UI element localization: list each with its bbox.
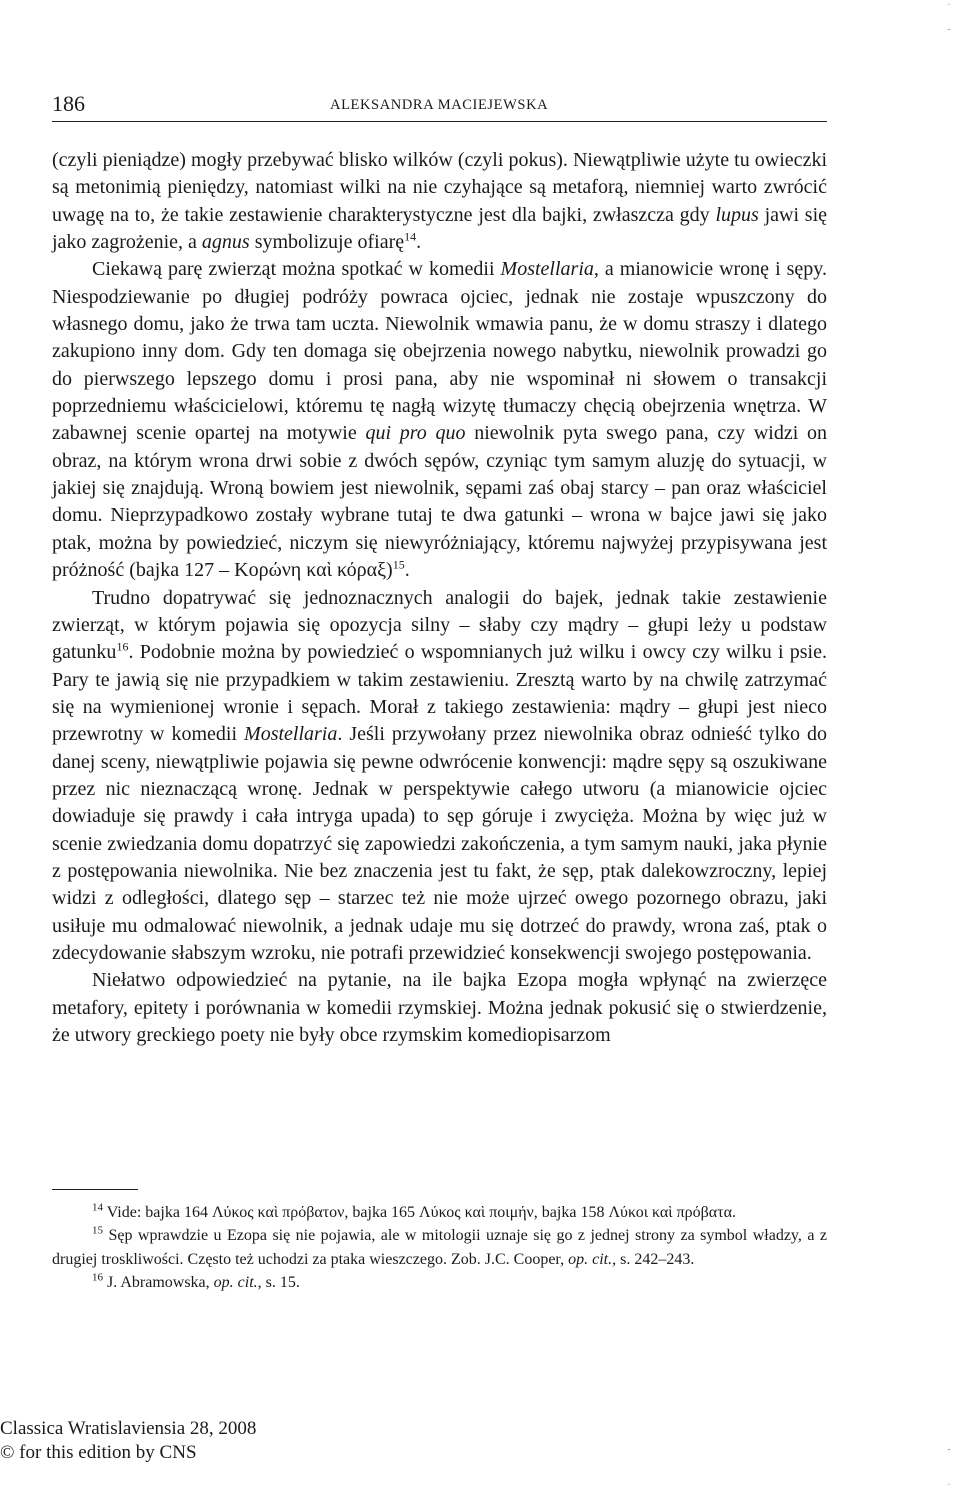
running-head: ALEKSANDRA MACIEJEWSKA: [330, 97, 549, 113]
copyright-line: © for this edition by CNS: [0, 1442, 197, 1463]
footnote-ref-14[interactable]: 14: [404, 229, 417, 244]
footnote-divider: [52, 1189, 138, 1190]
footnotes: [52, 1201, 827, 1294]
footnote-number: 14: [92, 1201, 103, 1214]
footnote-15: $^{15}$ Sęp wprawdzie u Ezopa się nie pojawia, ale w mitologii uznaje się go z jednej strony za symbol władzy, a z drugiej troskliwości. Często też uchodzi za ptaka wieszczego. Zob. J.C. Cooper, op. cit., s. 242–243.: [52, 1224, 827, 1268]
crop-marks-top: · -: [947, 0, 951, 35]
italic-term: agnus: [201, 231, 250, 254]
footnote-number: 15: [92, 1224, 103, 1237]
footnote-ref-15[interactable]: 15: [392, 557, 405, 572]
paragraph-4: Niełatwo odpowiedzieć na pytanie, na ile bajka Ezopa mogła wpłynąć na zwierzęce metafory, epitety i porównania w komedii rzymskiej. Można jednak pokusić się o stwierdzenie, że utwory greckiego poety nie były obce rzymskim komediopisarzom: [52, 969, 827, 1046]
italic-abbrev: op. cit.: [213, 1273, 258, 1291]
italic-abbrev: op. cit.: [568, 1250, 613, 1268]
greek-title: Λύκοι καὶ πρόβατα: [608, 1204, 732, 1221]
italic-title: Mostellaria: [244, 723, 338, 746]
colophon: [0, 1417, 256, 1465]
paragraph-2: Ciekawą parę zwierząt można spotkać w komedii Mostellaria, a mianowicie wronę i sępy. Niespodziewanie po długiej podróży powraca ojciec, jednak nie zostaje wpuszczony do własnego domu, jako że trwa tam uczta. Niewolnik wmawia panu, że w domu straszy i dlatego zakupiono inny dom. Gdy ten domaga się obejrzenia nowego nabytku, niewolnik prowadzi go do pierwszego lepszego domu i prosi pana, aby nie wspominał ni słowem o transakcji poprzedniemu właścicielowi, któremu tę nagłą wizytę tłumaczy chęcią obejrzenia wnętrza. W zabawnej scenie opartej na motywie qui pro quo niewolnik pyta swego pana, czy widzi on obraz, na którym wrona drwi sobie z dwóch sępów, czyniąc tym samym aluzję do sytuacji, w jakiej się znajdują. Wroną bowiem jest niewolnik, sępami zaś obaj starcy – pan oraz właściciel domu. Nieprzypadkowo zostały wybrane tutaj te dwa gatunki – wrona w bajce jawi się jako ptak, można by powiedzieć, niczym się niewyróżniający, któremu najwyżej przypisywana jest próżność (bajka 127 – Κορώνη καὶ κόραξ)$^{15}$.: [52, 258, 828, 582]
footnote-number: 16: [92, 1271, 103, 1284]
italic-title: Mostellaria: [500, 258, 594, 281]
paragraph-1: (czyli pieniądze) mogły przebywać blisko wilków (czyli pokus). Niewątpliwie użyte tu owieczki są metonimią pieniędzy, natomiast wilki na nie czyhające są metaforą, niemniej warto zwrócić uwagę na to, że takie zestawienie charakterystyczne jest dla bajki, zwłaszcza gdy lupus jawi się jako zagrożenie, a agnus symbolizuje ofiarę$^{14}$.: [52, 149, 827, 254]
greek-title: Λύκος καὶ πρόβατον: [211, 1204, 345, 1221]
footnote-14: $^{14}$ Vide: bajka 164 Λύκος καὶ πρόβατον, bajka 165 Λύκος καὶ ποιμήν, bajka 158 Λύκοι καὶ πρόβατα.: [92, 1201, 736, 1221]
paragraph-3: Trudno dopatrywać się jednoznacznych analogii do bajek, jednak takie zestawienie zwierząt, w którym pojawia się opozycja silny – słaby czy mądry – głupi leży u podstaw gatunku$^{16}$. Podobnie można by powiedzieć o wspomnianych już wilku i owcy czy wilku i psie. Pary te jawią się nie przypadkiem w takim zestawieniu. Zresztą warto by na chwilę zatrzymać się na wymienionej wronie i sępach. Morał z takiego zestawienia: mądry – głupi jest nieco przewrotny w komedii Mostellaria. Jeśli przywołany przez niewolnika obraz odnieść tylko do danej sceny, niewątpliwie pojawia się pewne odwrócenie konwencji: mądre sępy są oszukiwane przez nic nieznaczącą wronę. Jednak w perspektywie całego utworu (a mianowicie ojciec dowiaduje się prawdy i cała intryga upada) to sęp góruje i zwycięża. Można by więc już w scenie zwiedzania domu dopatrzyć się zapowiedzi zakończenia, a tym samym nauki, jaka płynie z postępowania niewolnika. Nie bez znaczenia jest tu fakt, że sęp, ptak dalekowzroczny, lepiej widzi z odległości, dlatego sęp – starzec też nie może ujrzeć owego pozornego obrazu, jaki usiłuje mu odmalować niewolnik, a jednak udaje mu się dotrzeć do prawdy, wrona zaś, ptak o zdecydowanie słabszym wzroku, nie potrafi przewidzieć konsekwencji swojego postępowania.: [52, 586, 827, 964]
crop-marks-bottom: - ·: [947, 1444, 951, 1491]
greek-title: Κορώνη καὶ κόραξ: [234, 559, 387, 582]
greek-title: Λύκος καὶ ποιμήν: [419, 1204, 534, 1221]
body-text: [52, 147, 827, 1049]
journal-line: Classica Wratislaviensia 28, 2008: [0, 1418, 257, 1439]
italic-term: qui pro quo: [365, 422, 466, 445]
footnote-16: $^{16}$ J. Abramowska, op. cit., s. 15.: [92, 1271, 300, 1291]
italic-term: lupus: [715, 203, 759, 226]
page-header: [52, 93, 827, 122]
footnote-ref-16[interactable]: 16: [116, 639, 129, 654]
page-number: 186: [52, 91, 85, 116]
